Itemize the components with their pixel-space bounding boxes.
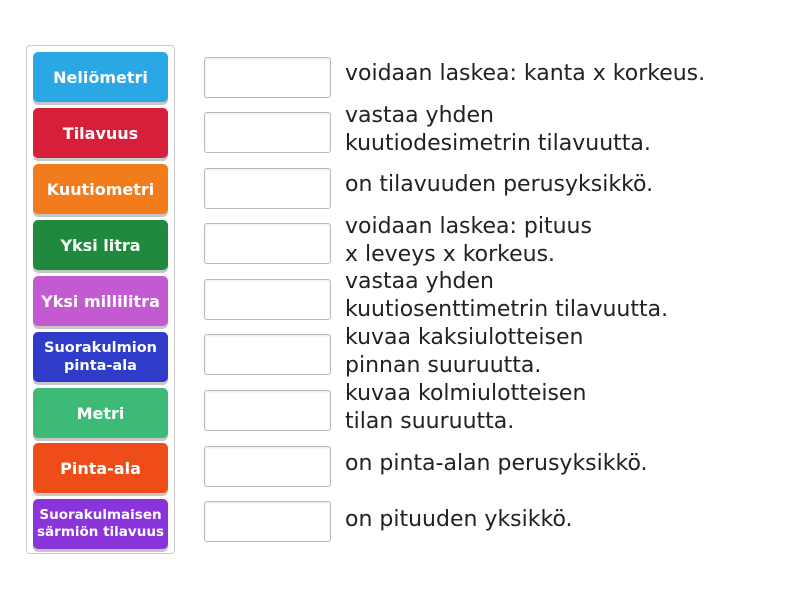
- tile-pinta-ala[interactable]: Pinta-ala: [33, 443, 168, 493]
- tile-kuutiometri[interactable]: Kuutiometri: [33, 164, 168, 214]
- description-line: pinnan suuruutta.: [345, 353, 542, 378]
- description-6: [345, 324, 785, 380]
- answer-slot-6[interactable]: [204, 334, 331, 375]
- description-line: voidaan laskea: pituus: [345, 214, 592, 239]
- description-5: [345, 268, 785, 324]
- description-line: kuutiosenttimetrin tilavuutta.: [345, 297, 669, 322]
- tile-metri[interactable]: Metri: [33, 388, 168, 438]
- description-line: voidaan laskea: kanta x korkeus.: [345, 61, 706, 86]
- answer-slot-4[interactable]: [204, 223, 331, 264]
- tile-panel: [26, 45, 175, 554]
- description-line: kuvaa kaksiulotteisen: [345, 325, 584, 350]
- tile-neliometri[interactable]: Neliömetri: [33, 52, 168, 102]
- description-line: tilan suuruutta.: [345, 409, 515, 434]
- answer-slot-5[interactable]: [204, 279, 331, 320]
- answer-slot-2[interactable]: [204, 112, 331, 153]
- description-1: [345, 60, 785, 88]
- answer-slot-9[interactable]: [204, 501, 331, 542]
- description-line: vastaa yhden: [345, 269, 494, 294]
- description-7: [345, 380, 785, 436]
- answer-slot-3[interactable]: [204, 168, 331, 209]
- description-4: [345, 213, 785, 269]
- description-line: on pinta-alan perusyksikkö.: [345, 451, 648, 476]
- description-line: kuvaa kolmiulotteisen: [345, 381, 587, 406]
- description-line: vastaa yhden: [345, 103, 494, 128]
- tile-yksi-litra[interactable]: Yksi litra: [33, 220, 168, 270]
- tile-suorakulmion-pinta-ala[interactable]: Suorakulmion pinta-ala: [33, 332, 168, 382]
- tile-tilavuus[interactable]: Tilavuus: [33, 108, 168, 158]
- description-line: x leveys x korkeus.: [345, 242, 556, 267]
- description-3: [345, 171, 785, 199]
- answer-slot-1[interactable]: [204, 57, 331, 98]
- description-line: on tilavuuden perusyksikkö.: [345, 172, 654, 197]
- description-line: on pituuden yksikkö.: [345, 507, 573, 532]
- description-2: [345, 102, 785, 158]
- answer-slot-8[interactable]: [204, 446, 331, 487]
- description-8: [345, 450, 785, 478]
- tile-yksi-millilitra[interactable]: Yksi millilitra: [33, 276, 168, 326]
- tile-suorakulmaisen-sarmion-tilavuus[interactable]: Suorakulmaisen särmiön tilavuus: [33, 499, 168, 549]
- answer-slot-7[interactable]: [204, 390, 331, 431]
- description-line: kuutiodesimetrin tilavuutta.: [345, 131, 651, 156]
- description-9: [345, 506, 785, 534]
